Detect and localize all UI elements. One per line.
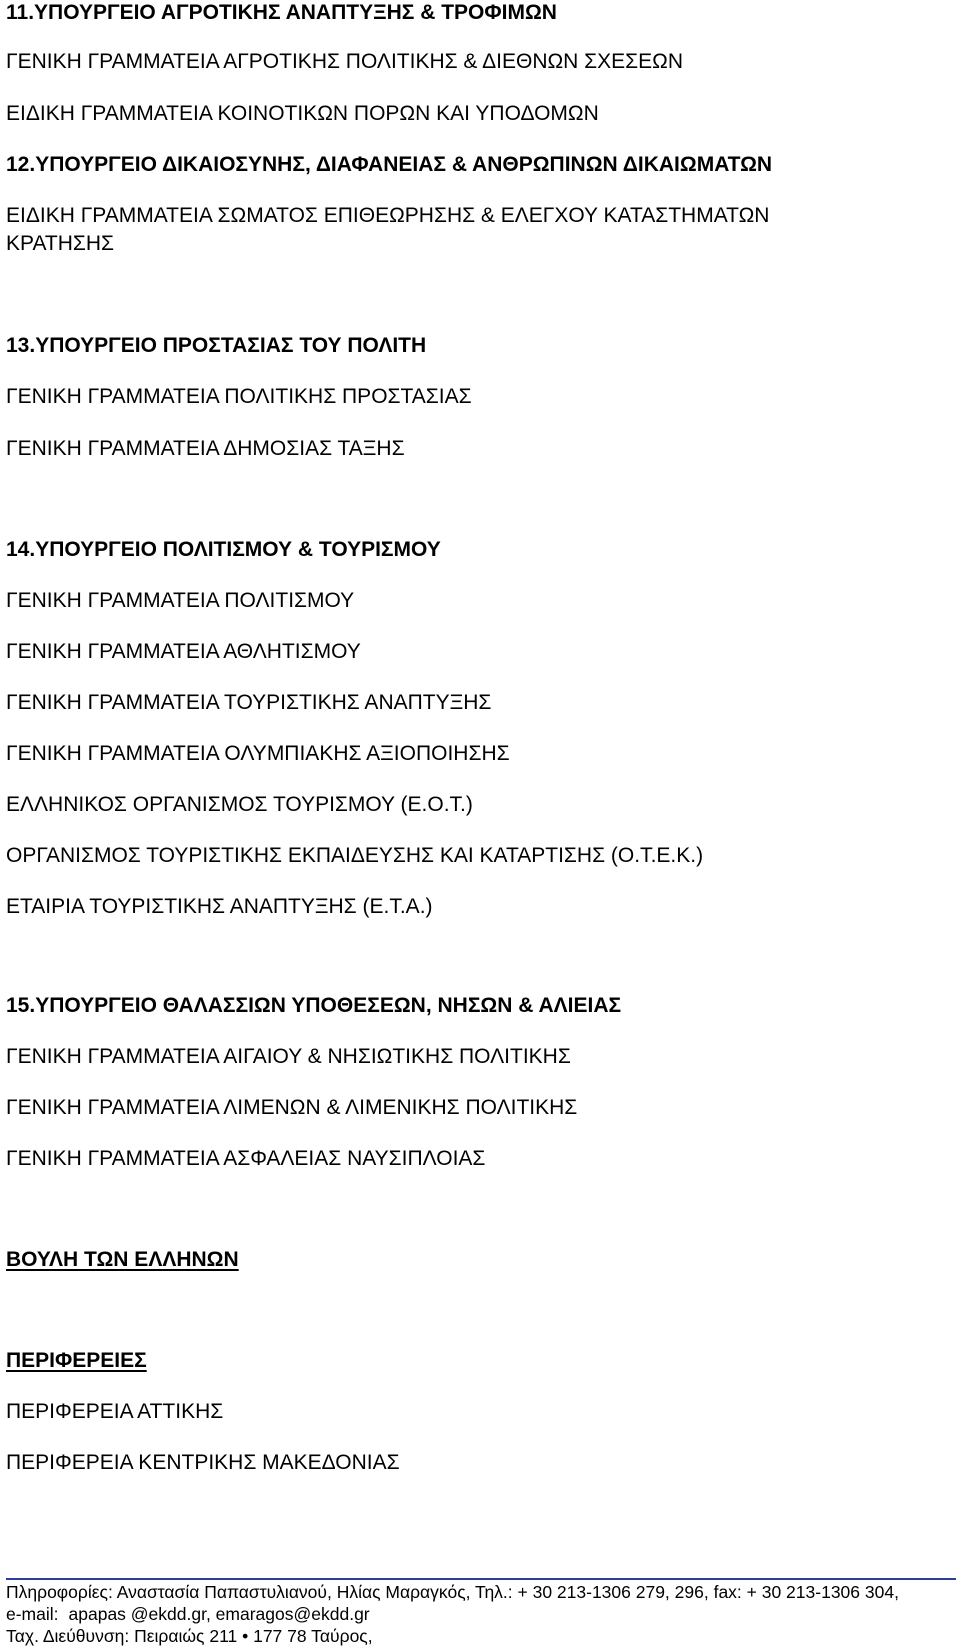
footer-email-label: e-mail: — [6, 1604, 59, 1624]
ministry-12-item-1-cont: ΚΡΑΤΗΣΗΣ — [6, 232, 115, 255]
ministry-15-item-3: ΓΕΝΙΚΗ ΓΡΑΜΜΑΤΕΙΑ ΑΣΦΑΛΕΙΑΣ ΝΑΥΣΙΠΛΟΙΑΣ — [6, 1147, 486, 1170]
ministry-15-item-1: ΓΕΝΙΚΗ ΓΡΑΜΜΑΤΕΙΑ ΑΙΓΑΙΟΥ & ΝΗΣΙΩΤΙΚΗΣ ΠΟΛΙΤΙΚΗΣ — [6, 1045, 571, 1068]
ministry-13-heading: 13.ΥΠΟΥΡΓΕΙΟ ΠΡΟΣΤΑΣΙΑΣ ΤΟΥ ΠΟΛΙΤΗ — [6, 334, 427, 357]
ministry-14-heading: 14.ΥΠΟΥΡΓΕΙΟ ΠΟΛΙΤΙΣΜΟΥ & ΤΟΥΡΙΣΜΟΥ — [6, 538, 441, 561]
ministry-11-item-1: ΓΕΝΙΚΗ ΓΡΑΜΜΑΤΕΙΑ ΑΓΡΟΤΙΚΗΣ ΠΟΛΙΤΙΚΗΣ & ΔΙΕΘΝΩΝ ΣΧΕΣΕΩΝ — [6, 50, 684, 73]
ministry-14-item-5: ΕΛΛΗΝΙΚΟΣ ΟΡΓΑΝΙΣΜΟΣ ΤΟΥΡΙΣΜΟΥ (Ε.Ο.Τ.) — [6, 793, 473, 816]
ministry-12-item-1: ΕΙΔΙΚΗ ΓΡΑΜΜΑΤΕΙΑ ΣΩΜΑΤΟΣ ΕΠΙΘΕΩΡΗΣΗΣ & ΕΛΕΓΧΟΥ ΚΑΤΑΣΤΗΜΑΤΩΝ — [6, 204, 770, 227]
parliament-heading: ΒΟΥΛΗ ΤΩΝ ΕΛΛΗΝΩΝ — [6, 1248, 239, 1271]
ministry-14-item-1: ΓΕΝΙΚΗ ΓΡΑΜΜΑΤΕΙΑ ΠΟΛΙΤΙΣΜΟΥ — [6, 589, 355, 612]
region-item-2: ΠΕΡΙΦΕΡΕΙΑ ΚΕΝΤΡΙΚΗΣ ΜΑΚΕΔΟΝΙΑΣ — [6, 1451, 400, 1474]
ministry-14-item-3: ΓΕΝΙΚΗ ΓΡΑΜΜΑΤΕΙΑ ΤΟΥΡΙΣΤΙΚΗΣ ΑΝΑΠΤΥΞΗΣ — [6, 691, 492, 714]
region-item-1: ΠΕΡΙΦΕΡΕΙΑ ΑΤΤΙΚΗΣ — [6, 1400, 224, 1423]
ministry-15-heading: 15.ΥΠΟΥΡΓΕΙΟ ΘΑΛΑΣΣΙΩΝ ΥΠΟΘΕΣΕΩΝ, ΝΗΣΩΝ & ΑΛΙΕΙΑΣ — [6, 994, 622, 1017]
ministry-13-item-2: ΓΕΝΙΚΗ ΓΡΑΜΜΑΤΕΙΑ ΔΗΜΟΣΙΑΣ ΤΑΞΗΣ — [6, 437, 405, 460]
footer-address: Ταχ. Διεύθυνση: Πειραιώς 211 • 177 78 Ταύρος, — [6, 1626, 373, 1646]
regions-heading: ΠΕΡΙΦΕΡΕΙΕΣ — [6, 1349, 147, 1372]
footer-email-value: apapas @ekdd.gr, emaragos@ekdd.gr — [68, 1604, 370, 1624]
ministry-14-item-7: ΕΤΑΙΡΙΑ ΤΟΥΡΙΣΤΙΚΗΣ ΑΝΑΠΤΥΞΗΣ (Ε.Τ.Α.) — [6, 895, 433, 918]
footer-email — [6, 1604, 370, 1625]
footer-contact-info: Πληροφορίες: Αναστασία Παπαστυλιανού, Ηλίας Μαραγκός, Τηλ.: + 30 213-1306 279, 296, fax: + 30 213-1306 304, — [6, 1582, 899, 1602]
ministry-14-item-4: ΓΕΝΙΚΗ ΓΡΑΜΜΑΤΕΙΑ ΟΛΥΜΠΙΑΚΗΣ ΑΞΙΟΠΟΙΗΣΗΣ — [6, 742, 510, 765]
ministry-14-item-6: ΟΡΓΑΝΙΣΜΟΣ ΤΟΥΡΙΣΤΙΚΗΣ ΕΚΠΑΙΔΕΥΣΗΣ ΚΑΙ ΚΑΤΑΡΤΙΣΗΣ (Ο.Τ.Ε.Κ.) — [6, 844, 704, 867]
ministry-11-heading: 11.ΥΠΟΥΡΓΕΙΟ ΑΓΡΟΤΙΚΗΣ ΑΝΑΠΤΥΞΗΣ & ΤΡΟΦΙΜΩΝ — [6, 1, 557, 24]
ministry-11-item-2: ΕΙΔΙΚΗ ΓΡΑΜΜΑΤΕΙΑ ΚΟΙΝΟΤΙΚΩΝ ΠΟΡΩΝ ΚΑΙ ΥΠΟΔΟΜΩΝ — [6, 102, 599, 125]
footer-divider — [6, 1578, 956, 1580]
ministry-12-heading: 12.ΥΠΟΥΡΓΕΙΟ ΔΙΚΑΙΟΣΥΝΗΣ, ΔΙΑΦΑΝΕΙΑΣ & ΑΝΘΡΩΠΙΝΩΝ ΔΙΚΑΙΩΜΑΤΩΝ — [6, 153, 773, 176]
ministry-13-item-1: ΓΕΝΙΚΗ ΓΡΑΜΜΑΤΕΙΑ ΠΟΛΙΤΙΚΗΣ ΠΡΟΣΤΑΣΙΑΣ — [6, 385, 472, 408]
ministry-15-item-2: ΓΕΝΙΚΗ ΓΡΑΜΜΑΤΕΙΑ ΛΙΜΕΝΩΝ & ΛΙΜΕΝΙΚΗΣ ΠΟΛΙΤΙΚΗΣ — [6, 1096, 578, 1119]
ministry-14-item-2: ΓΕΝΙΚΗ ΓΡΑΜΜΑΤΕΙΑ ΑΘΛΗΤΙΣΜΟΥ — [6, 640, 361, 663]
